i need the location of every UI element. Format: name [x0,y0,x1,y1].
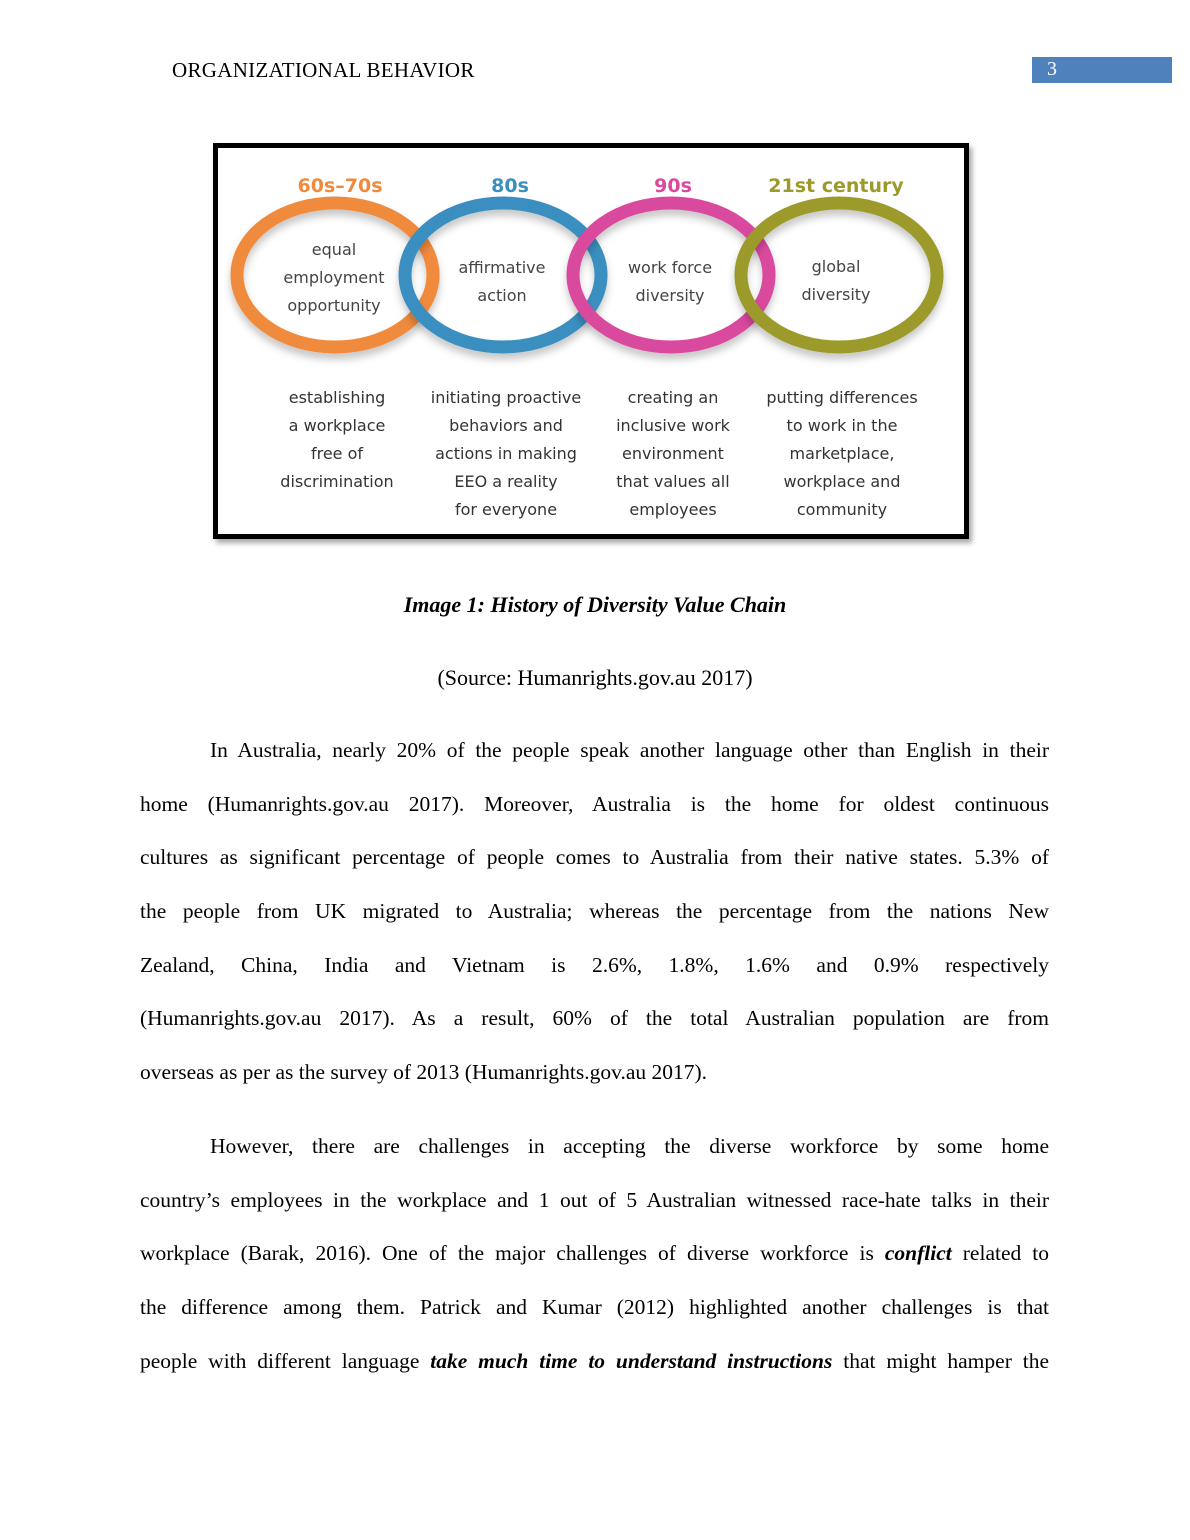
text-line: overseas as per as the survey of 2013 (Humanrights.gov.au 2017). [140,1060,708,1085]
text-line: However, there are challenges in accepting the diverse workforce by some home [210,1134,1049,1158]
stage-description: marketplace, [789,444,895,463]
ring-text: global [811,257,861,276]
emphasis-instructions: take much time to understand instructions [430,1348,833,1373]
running-header-title: ORGANIZATIONAL BEHAVIOR [172,58,475,82]
text-line: the people from UK migrated to Australia; whereas the percentage from the nations New [140,899,1049,924]
text-line [140,1227,1049,1281]
figure-source: (Source: Humanrights.gov.au 2017) [437,665,753,690]
body-paragraph-1 [140,724,1049,1100]
body-paragraph-2 [140,1120,1049,1388]
era-label: 60s–70s [297,175,383,197]
ring-text: employment [283,268,385,287]
era-label: 90s [654,175,692,197]
text-line: (Humanrights.gov.au 2017). As a result, 60% of the total Australian population are from [140,1006,1049,1031]
ring-text: affirmative [458,258,546,277]
ring-text: diversity [635,286,705,305]
stage-description: actions in making [435,444,577,463]
text-line: Zealand, China, India and Vietnam is 2.6%, 1.8%, 1.6% and 0.9% respectively [140,952,1049,977]
figure-caption: Image 1: History of Diversity Value Chain [403,592,787,617]
text-line: cultures as significant percentage of people comes to Australia from their native states. 5.3% of [140,845,1049,870]
stage-description: to work in the [786,416,898,435]
diversity-value-chain-figure [213,143,969,539]
text-run: workplace (Barak, 2016). One of the major challenges of diverse workforce is [140,1241,885,1266]
stage-description: discrimination [280,472,394,491]
text-run: related to [951,1241,1050,1266]
stage-description: creating an [627,388,719,407]
era-label: 80s [491,175,529,197]
page-number: 3 [1047,58,1057,80]
stage-description: putting differences [766,388,918,407]
text-line: the difference among them. Patrick and Kumar (2012) highlighted another challenges is that [140,1295,1049,1320]
stage-description: employees [629,500,717,519]
era-label: 21st century [768,175,904,197]
stage-description: community [796,500,888,519]
page-number-box [1032,57,1172,83]
ring-text: diversity [801,285,871,304]
stage-description: that values all [616,472,730,491]
stage-description: behaviors and [449,416,563,435]
emphasis-conflict: conflict [884,1241,952,1266]
ring-text: equal [311,240,357,259]
text-run: that might hamper the [832,1348,1049,1373]
stage-description: environment [622,444,724,463]
stage-description: for everyone [454,500,558,519]
text-line [140,1335,1049,1389]
ring-text: work force [627,258,713,277]
stage-description: inclusive work [616,416,730,435]
text-line: In Australia, nearly 20% of the people speak another language other than English in their [210,738,1049,762]
text-line: country’s employees in the workplace and 1 out of 5 Australian witnessed race-hate talks in their [140,1187,1049,1212]
text-line: home (Humanrights.gov.au 2017). Moreover, Australia is the home for oldest continuous [140,791,1049,816]
stage-description: workplace and [783,472,901,491]
stage-description: initiating proactive [430,388,582,407]
stage-description: EEO a reality [454,472,558,491]
text-run: people with different language [140,1348,431,1373]
ring-text: action [477,286,527,305]
ring-text: opportunity [287,296,381,315]
stage-description: free of [310,444,364,463]
stage-description: a workplace [288,416,386,435]
stage-description: establishing [288,388,386,407]
